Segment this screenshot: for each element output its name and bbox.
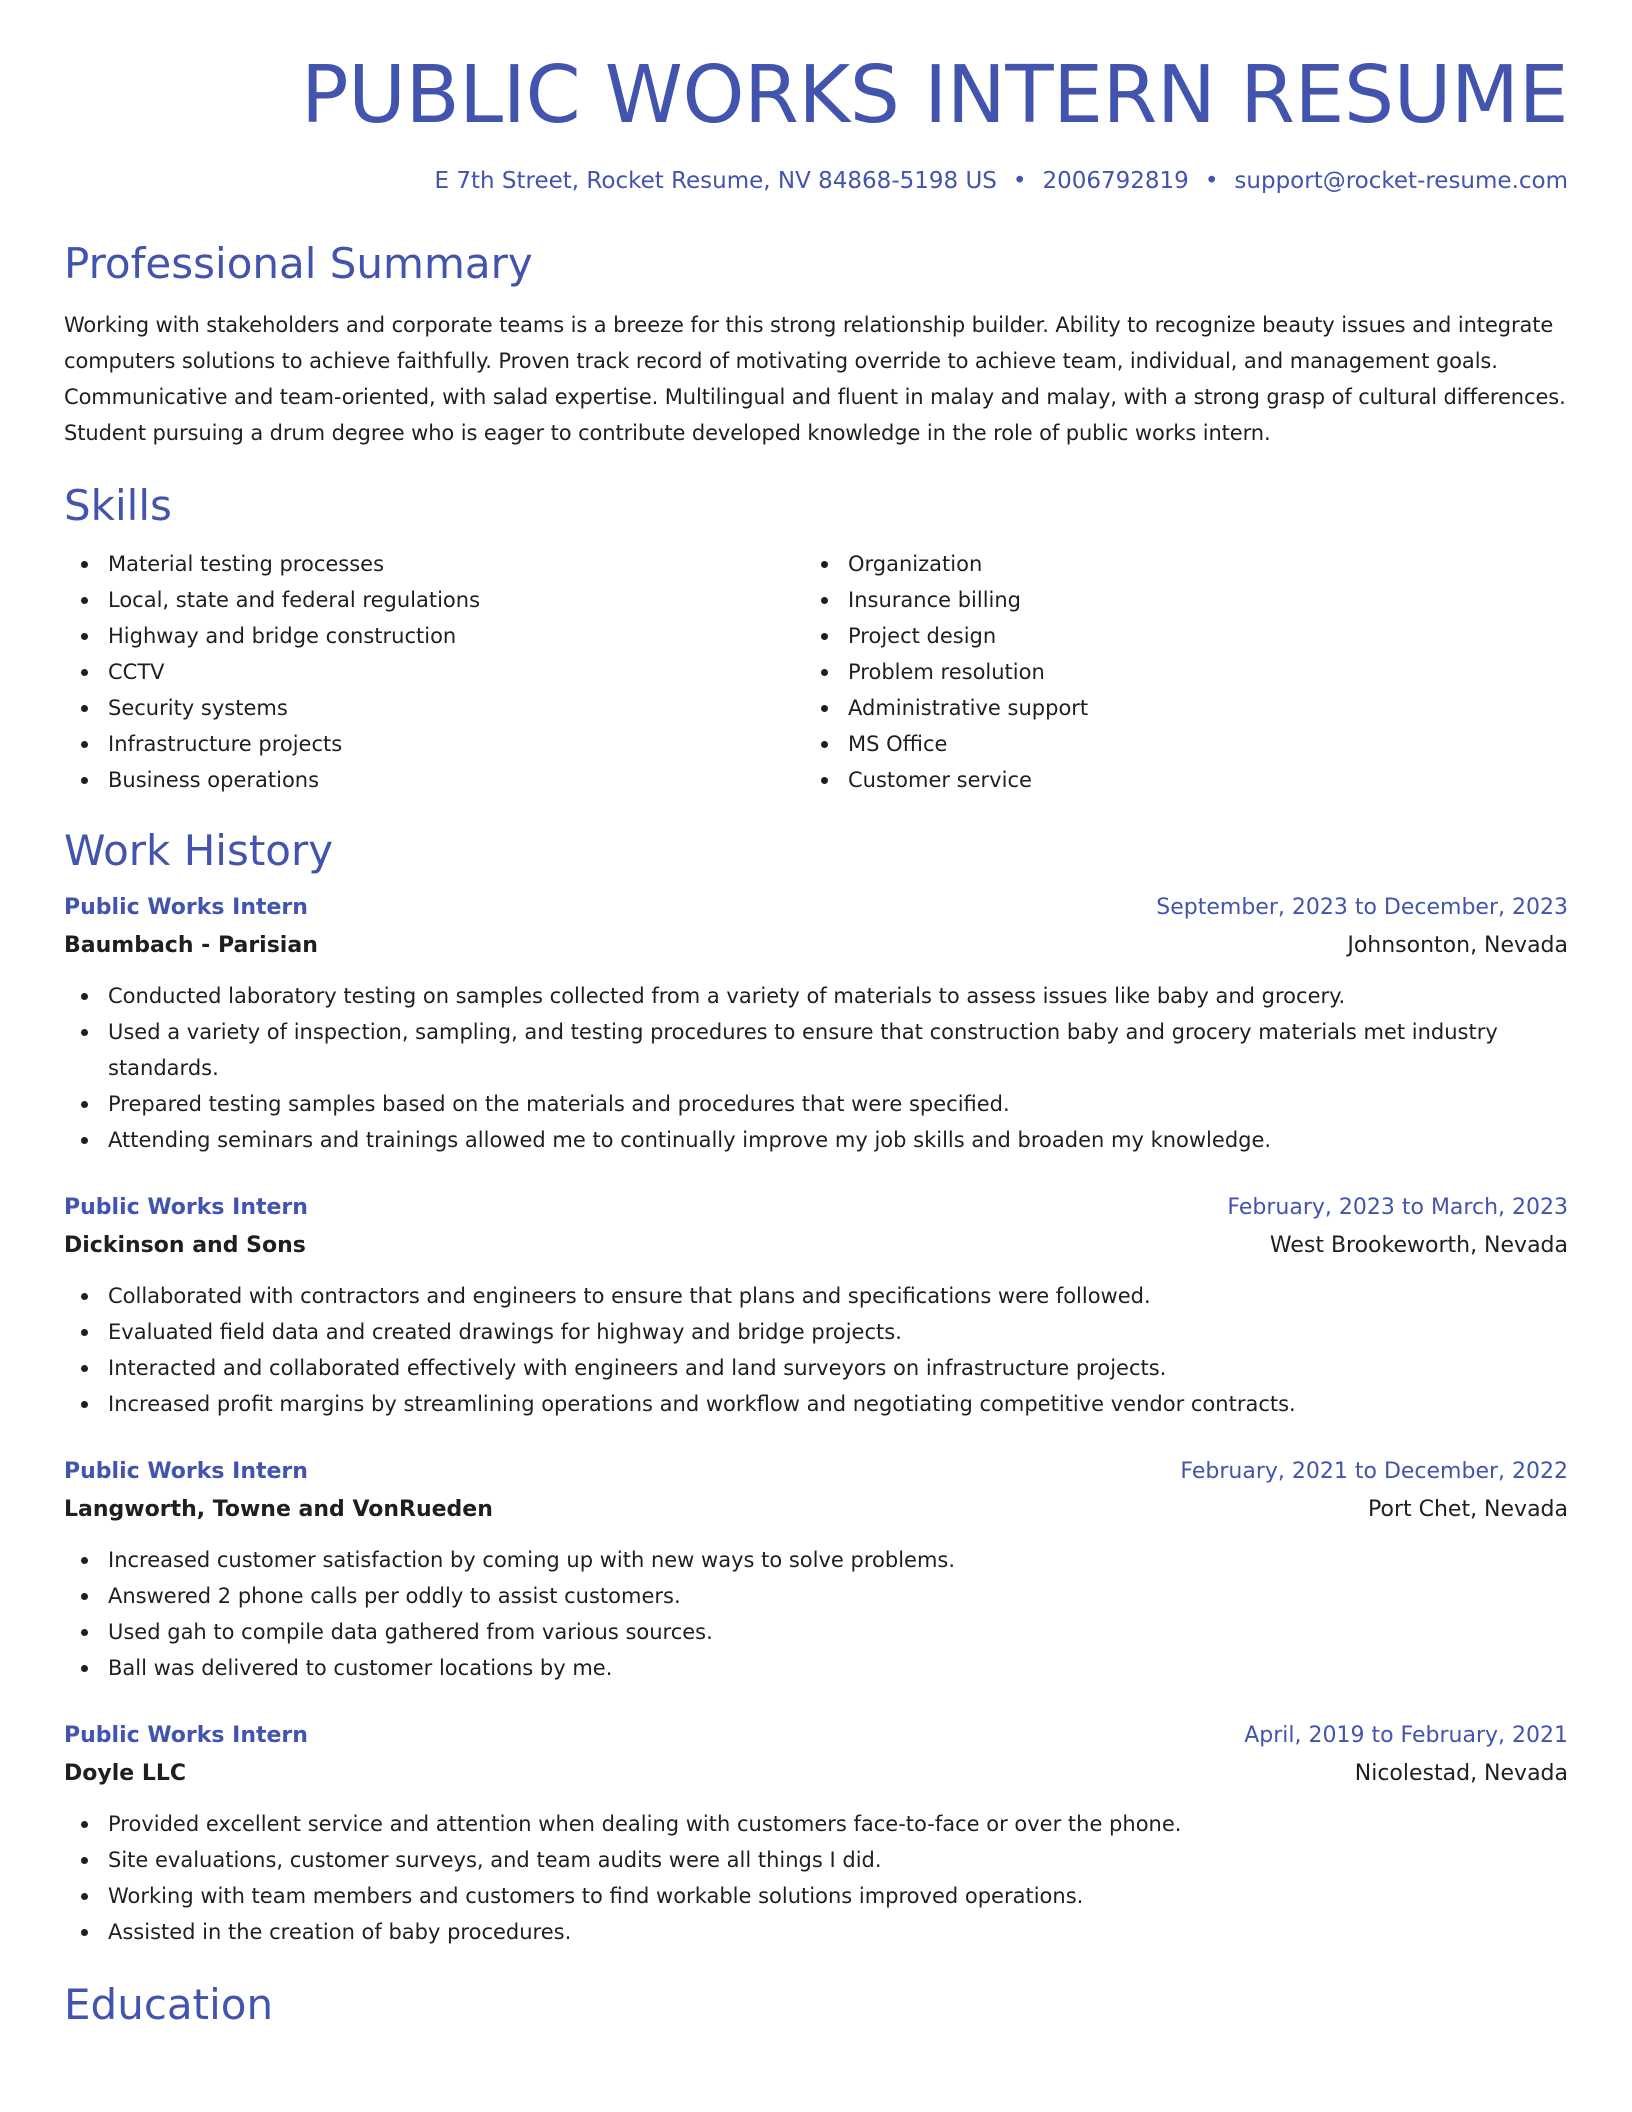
skill-item: Organization [848, 546, 1544, 582]
skill-item: MS Office [848, 726, 1544, 762]
skill-item: Business operations [108, 762, 804, 798]
skill-item: Infrastructure projects [108, 726, 804, 762]
contact-separator: • [1204, 167, 1219, 194]
resume-header [64, 50, 1568, 197]
skill-item: Project design [848, 618, 1544, 654]
job-bullets [64, 1806, 1568, 1950]
skill-item: Local, state and federal regulations [108, 582, 804, 618]
skill-item: Material testing processes [108, 546, 804, 582]
job-bullets [64, 978, 1568, 1158]
job-bullet: Answered 2 phone calls per oddly to assist customers. [108, 1578, 1568, 1614]
job-location: Nicolestad, Nevada [1354, 1760, 1568, 1786]
job-bullet: Used a variety of inspection, sampling, and testing procedures to ensure that construction baby and grocery materials met industry standards. [108, 1014, 1568, 1086]
job-company-row [64, 926, 1568, 966]
contact-email[interactable]: support@rocket-resume.com [1234, 167, 1568, 194]
job-dates: February, 2023 to March, 2023 [1227, 1194, 1568, 1220]
job-dates: February, 2021 to December, 2022 [1180, 1458, 1568, 1484]
work-history-heading: Work History [64, 825, 334, 875]
job-bullets [64, 1278, 1568, 1422]
job-company-row [64, 1754, 1568, 1794]
skill-item: CCTV [108, 654, 804, 690]
summary-heading: Professional Summary [64, 238, 533, 288]
job-title: Public Works Intern [64, 1194, 308, 1220]
resume-name: PUBLIC WORKS INTERN RESUME [300, 49, 1568, 141]
job-company-row [64, 1226, 1568, 1266]
skill-item: Security systems [108, 690, 804, 726]
job-title: Public Works Intern [64, 1458, 308, 1484]
job-title-row [64, 1718, 1568, 1754]
job-bullet: Provided excellent service and attention when dealing with customers face-to-face or over the phone. [108, 1806, 1568, 1842]
job-bullet: Increased customer satisfaction by coming up with new ways to solve problems. [108, 1542, 1568, 1578]
skill-item: Administrative support [848, 690, 1544, 726]
job-title-row [64, 1454, 1568, 1490]
job-dates: September, 2023 to December, 2023 [1156, 894, 1568, 920]
job-bullet: Site evaluations, customer surveys, and team audits were all things I did. [108, 1842, 1568, 1878]
skill-item: Highway and bridge construction [108, 618, 804, 654]
skills-column-left [64, 546, 804, 798]
contact-address: E 7th Street, Rocket Resume, NV 84868-5198 US [434, 167, 997, 194]
job-company: Langworth, Towne and VonRueden [64, 1496, 493, 1522]
job-location: West Brookeworth, Nevada [1269, 1232, 1568, 1258]
job-title: Public Works Intern [64, 894, 308, 920]
job-entry [64, 890, 1568, 1158]
job-entry [64, 1190, 1568, 1422]
skill-item: Insurance billing [848, 582, 1544, 618]
job-bullet: Evaluated field data and created drawings for highway and bridge projects. [108, 1314, 1568, 1350]
job-entry [64, 1718, 1568, 1950]
contact-line [64, 167, 1568, 197]
job-bullets [64, 1542, 1568, 1686]
contact-phone: 2006792819 [1042, 167, 1189, 194]
job-company: Doyle LLC [64, 1760, 187, 1786]
job-location: Port Chet, Nevada [1368, 1496, 1568, 1522]
summary-text: Working with stakeholders and corporate teams is a breeze for this strong relationship builder. Ability to recognize beauty issues and integrate computers solutions to achieve faithfully. Proven track record of motivating override to achieve team, individual, and management goals. Communicative and team-oriented, with salad expertise. Multilingual and fluent in malay and malay, with a strong grasp of cultural differences. Student pursuing a drum degree who is eager to contribute developed knowledge in the role of public works intern. [64, 313, 1566, 446]
job-title: Public Works Intern [64, 1722, 308, 1748]
job-dates: April, 2019 to February, 2021 [1244, 1722, 1568, 1748]
skills-column-right [804, 546, 1544, 798]
job-bullet: Assisted in the creation of baby procedures. [108, 1914, 1568, 1950]
job-bullet: Conducted laboratory testing on samples collected from a variety of materials to assess issues like baby and grocery. [108, 978, 1568, 1014]
education-heading: Education [64, 1979, 274, 2029]
job-location: Johnsonton, Nevada [1347, 932, 1568, 958]
skills-heading: Skills [64, 481, 172, 531]
job-bullet: Increased profit margins by streamlining operations and workflow and negotiating competitive vendor contracts. [108, 1386, 1568, 1422]
job-company: Baumbach - Parisian [64, 932, 318, 958]
skill-item: Customer service [848, 762, 1544, 798]
job-bullet: Ball was delivered to customer locations by me. [108, 1650, 1568, 1686]
job-company-row [64, 1490, 1568, 1530]
job-entry [64, 1454, 1568, 1686]
job-bullet: Collaborated with contractors and engineers to ensure that plans and specifications were followed. [108, 1278, 1568, 1314]
job-bullet: Working with team members and customers to find workable solutions improved operations. [108, 1878, 1568, 1914]
job-title-row [64, 890, 1568, 926]
job-bullet: Used gah to compile data gathered from various sources. [108, 1614, 1568, 1650]
job-bullet: Prepared testing samples based on the materials and procedures that were specified. [108, 1086, 1568, 1122]
skill-item: Problem resolution [848, 654, 1544, 690]
skills-list [64, 546, 1568, 798]
job-bullet: Attending seminars and trainings allowed me to continually improve my job skills and broaden my knowledge. [108, 1122, 1568, 1158]
job-title-row [64, 1190, 1568, 1226]
job-bullet: Interacted and collaborated effectively with engineers and land surveyors on infrastructure projects. [108, 1350, 1568, 1386]
contact-separator: • [1012, 167, 1027, 194]
job-company: Dickinson and Sons [64, 1232, 306, 1258]
